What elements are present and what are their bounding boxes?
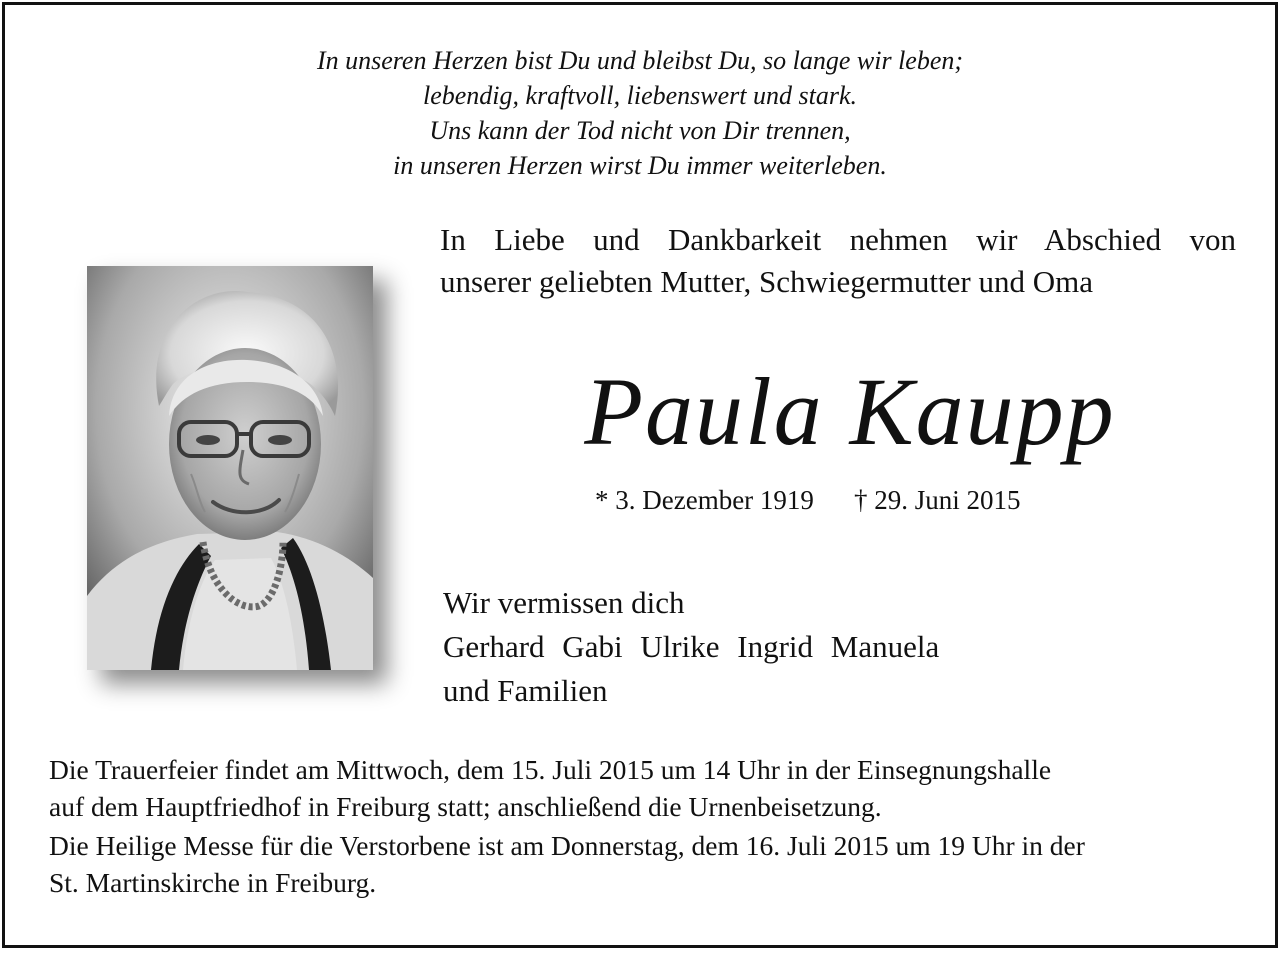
birth-date: * 3. Dezember 1919 — [595, 485, 814, 515]
intro-line: unserer geliebten Mutter, Schwiegermutter und Oma — [440, 264, 1093, 299]
funeral-line: auf dem Hauptfriedhof in Freiburg statt; anschließend die Urnenbeisetzung. — [49, 791, 882, 822]
mass-line: St. Martinskirche in Freiburg. — [49, 867, 377, 898]
intro-line: In Liebe und Dankbarkeit nehmen wir Abschied von — [440, 222, 1236, 257]
mourners-names: Gerhard Gabi Ulrike Ingrid Manuela — [443, 629, 940, 664]
portrait-photo — [87, 266, 373, 670]
poem-line: Uns kann der Tod nicht von Dir trennen, — [429, 116, 851, 145]
mass-paragraph — [49, 827, 1239, 901]
poem-line: lebendig, kraftvoll, liebenswert und stark. — [423, 81, 857, 110]
obituary-notice — [2, 2, 1278, 948]
mourners-line: Wir vermissen dich — [443, 585, 685, 620]
service-information — [49, 751, 1239, 901]
funeral-line: Die Trauerfeier findet am Mittwoch, dem 15. Juli 2015 um 14 Uhr in der Einsegnungshalle — [49, 754, 1052, 785]
deceased-name: Paula Kaupp — [584, 358, 1116, 465]
funeral-paragraph — [49, 751, 1239, 825]
portrait-image — [87, 266, 373, 670]
memorial-poem — [5, 43, 1275, 183]
mourners-block — [443, 581, 939, 713]
farewell-intro — [440, 219, 1236, 303]
poem-line: in unseren Herzen wirst Du immer weiterleben. — [393, 151, 887, 180]
life-dates — [595, 483, 1020, 517]
mourners-line: und Familien — [443, 673, 608, 708]
death-date: † 29. Juni 2015 — [853, 485, 1021, 515]
poem-line: In unseren Herzen bist Du und bleibst Du, so lange wir leben; — [316, 46, 964, 75]
mass-line: Die Heilige Messe für die Verstorbene ist am Donnerstag, dem 16. Juli 2015 um 19 Uhr in der — [49, 830, 1085, 861]
